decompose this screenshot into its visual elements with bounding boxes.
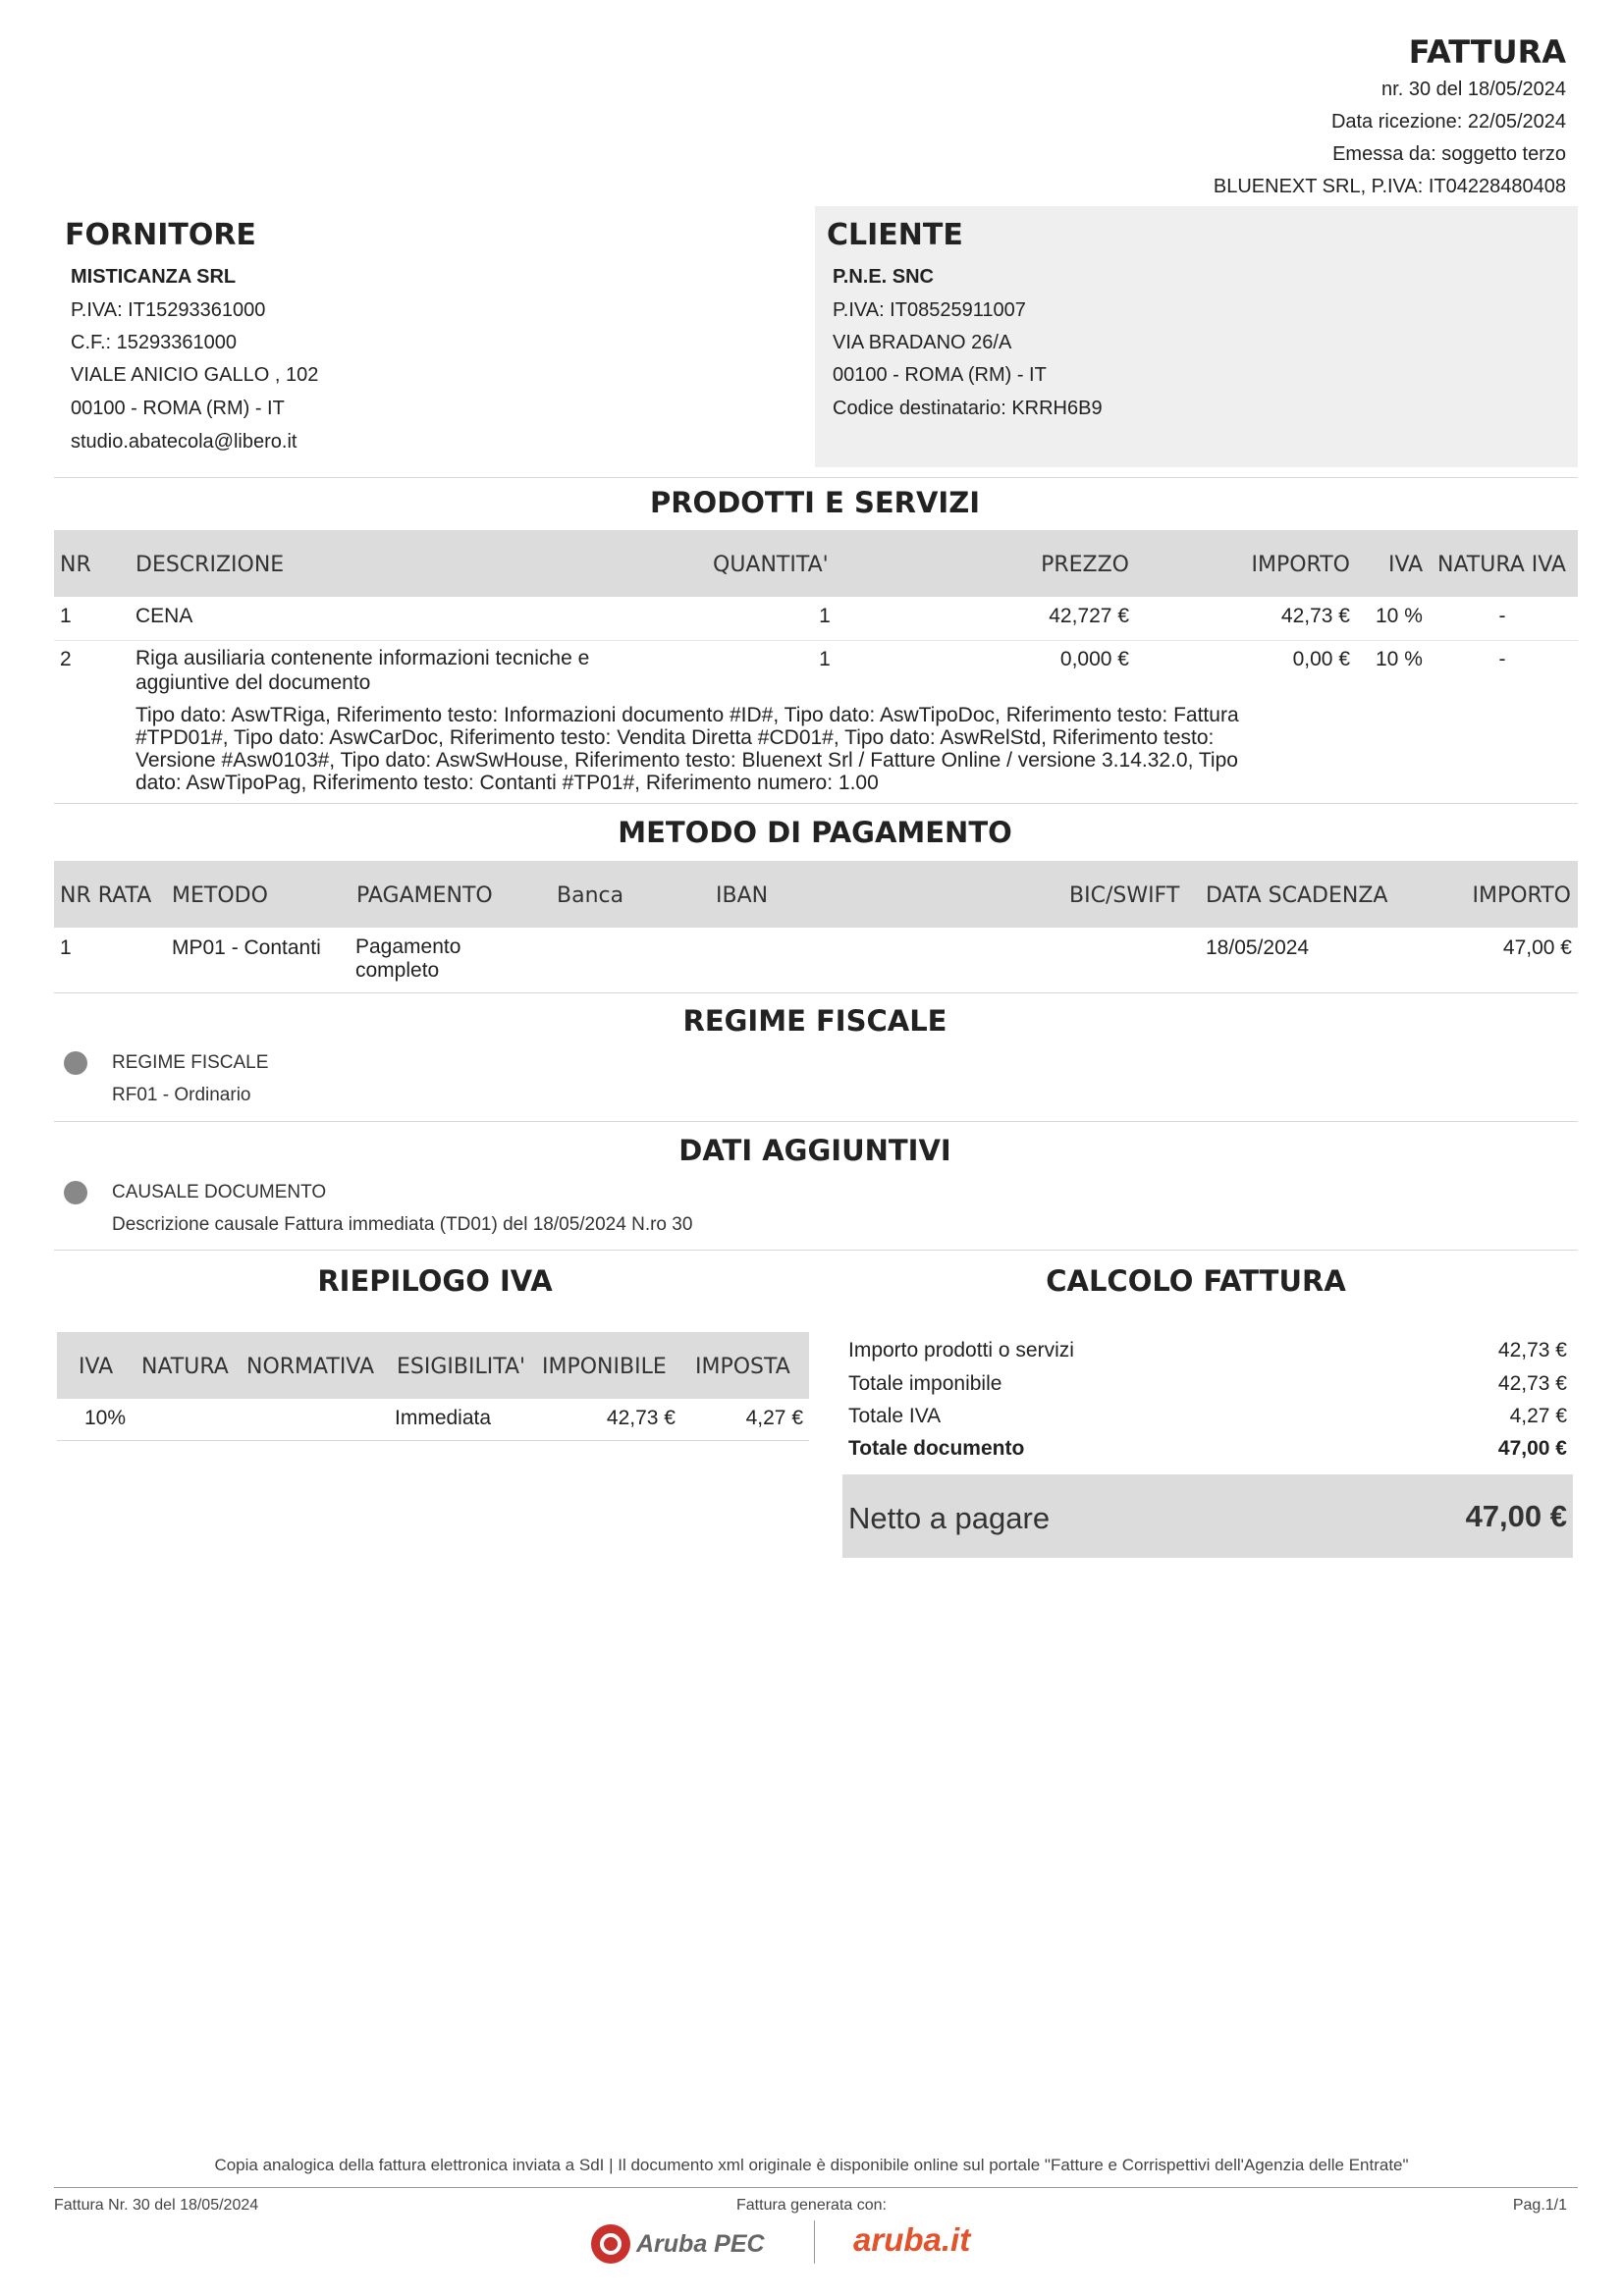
col-method: METODO	[172, 883, 268, 908]
payment-amount: 47,00 €	[1502, 936, 1572, 959]
cause-value: Descrizione causale Fattura immediata (TD01) del 18/05/2024 N.ro 30	[112, 1214, 693, 1235]
vat-tax: 4,27 €	[745, 1407, 803, 1429]
col-tax: IMPOSTA	[695, 1355, 790, 1379]
invoice-title: FATTURA	[1408, 33, 1566, 71]
payment-method: MP01 - Contanti	[172, 936, 321, 959]
divider	[54, 992, 1578, 993]
row2-detail-line2: #TPD01#, Tipo dato: AswCarDoc, Riferimento testo: Vendita Diretta #CD01#, Tipo dato: AswRelStd, Riferimento testo:	[135, 726, 1215, 749]
footer-page: Pag.1/1	[1512, 2197, 1567, 2214]
row2-quantity: 1	[819, 648, 831, 670]
supplier-cf: C.F.: 15293361000	[71, 332, 238, 353]
divider	[54, 477, 1578, 478]
client-city: 00100 - ROMA (RM) - IT	[833, 364, 1047, 386]
supplier-heading: FORNITORE	[65, 218, 256, 252]
supplier-city: 00100 - ROMA (RM) - IT	[71, 398, 285, 419]
bullet-icon	[64, 1051, 87, 1075]
calc-value-vat: 4,27 €	[1509, 1405, 1567, 1427]
footer-note: Copia analogica della fattura elettronica inviata a SdI | Il documento xml originale è disponibile online sul portale "Fatture e Corrispettivi dell'Agenzia delle Entrate"	[214, 2156, 1409, 2174]
divider	[54, 1250, 1578, 1251]
calc-label-vat: Totale IVA	[848, 1405, 942, 1427]
aruba-pec-logo: Aruba PEC	[636, 2230, 765, 2258]
products-heading: PRODOTTI E SERVIZI	[649, 486, 981, 519]
aruba-pec-logo-icon	[591, 2224, 630, 2264]
col-description: DESCRIZIONE	[135, 553, 285, 577]
col-nature: NATURA	[141, 1355, 229, 1379]
row1-description: CENA	[135, 605, 193, 627]
col-installment: NR RATA	[60, 883, 152, 908]
vat-summary-heading: RIEPILOGO IVA	[317, 1264, 553, 1298]
row2-price: 0,000 €	[1059, 648, 1129, 670]
row1-amount: 42,73 €	[1280, 605, 1350, 627]
calc-value-total: 47,00 €	[1497, 1437, 1567, 1460]
row2-detail-line1: Tipo dato: AswTRiga, Riferimento testo: Informazioni documento #ID#, Tipo dato: AswTipoDoc, Riferimento testo: Fattura	[135, 704, 1239, 726]
client-vat: P.IVA: IT08525911007	[833, 299, 1026, 321]
row2-description-line2: aggiuntive del documento	[135, 671, 371, 694]
col-vat: IVA	[1388, 553, 1424, 577]
col-quantity: QUANTITA'	[713, 553, 829, 577]
client-heading: CLIENTE	[827, 218, 963, 252]
divider	[54, 1121, 1578, 1122]
row1-nr: 1	[60, 605, 72, 627]
col-vat-rate: IVA	[79, 1355, 114, 1379]
row1-price: 42,727 €	[1049, 605, 1129, 627]
invoice-number: nr. 30 del 18/05/2024	[1381, 79, 1566, 100]
calc-value-taxable: 42,73 €	[1497, 1372, 1567, 1395]
row1-vat: 10 %	[1376, 605, 1423, 627]
row-divider	[57, 1440, 809, 1441]
payment-type-line1: Pagamento	[355, 935, 461, 958]
client-code: Codice destinatario: KRRH6B9	[833, 398, 1103, 419]
col-taxable: IMPONIBILE	[542, 1355, 667, 1379]
cause-label: CAUSALE DOCUMENTO	[112, 1182, 327, 1202]
col-amount: IMPORTO	[1251, 553, 1350, 577]
footer-rule	[54, 2187, 1578, 2188]
col-norm: NORMATIVA	[246, 1355, 375, 1379]
footer-invoice: Fattura Nr. 30 del 18/05/2024	[54, 2197, 259, 2214]
row2-detail-line3: Versione #Asw0103#, Tipo dato: AswSwHouse, Riferimento testo: Bluenext Srl / Fatture Online / versione 3.14.32.0, Tipo	[135, 749, 1238, 772]
col-payment-amount: IMPORTO	[1472, 883, 1571, 908]
net-value: 47,00 €	[1465, 1499, 1567, 1533]
calc-label-total: Totale documento	[848, 1437, 1025, 1460]
calc-value-products: 42,73 €	[1497, 1339, 1567, 1362]
regime-label: REGIME FISCALE	[112, 1052, 269, 1073]
payment-heading: METODO DI PAGAMENTO	[618, 816, 1012, 849]
row1-quantity: 1	[819, 605, 831, 627]
col-iban: IBAN	[716, 883, 769, 908]
col-exigibility: ESIGIBILITA'	[397, 1355, 526, 1379]
aruba-it-logo: aruba.it	[853, 2221, 971, 2258]
supplier-address: VIALE ANICIO GALLO , 102	[71, 364, 319, 386]
third-party: BLUENEXT SRL, P.IVA: IT04228480408	[1213, 176, 1566, 197]
client-address: VIA BRADANO 26/A	[833, 332, 1012, 353]
vat-rate: 10%	[84, 1407, 127, 1429]
calc-heading: CALCOLO FATTURA	[1046, 1264, 1346, 1298]
logo-divider	[814, 2220, 815, 2264]
client-name: P.N.E. SNC	[833, 266, 934, 288]
supplier-email: studio.abatecola@libero.it	[71, 431, 298, 453]
calc-label-taxable: Totale imponibile	[848, 1372, 1002, 1395]
payment-nr: 1	[60, 936, 72, 959]
col-price: PREZZO	[1041, 553, 1129, 577]
vat-taxable: 42,73 €	[606, 1407, 676, 1429]
col-nr: NR	[60, 553, 91, 577]
row2-vat: 10 %	[1376, 648, 1423, 670]
row2-detail-line4: dato: AswTipoPag, Riferimento testo: Contanti #TP01#, Riferimento numero: 1.00	[135, 772, 879, 794]
col-bank: Banca	[557, 883, 624, 908]
additional-heading: DATI AGGIUNTIVI	[678, 1134, 951, 1167]
row-divider	[54, 640, 1578, 641]
vat-exigibility: Immediata	[395, 1407, 492, 1429]
net-label: Netto a pagare	[848, 1501, 1051, 1535]
supplier-vat: P.IVA: IT15293361000	[71, 299, 266, 321]
payment-type-line2: completo	[355, 959, 440, 982]
calc-label-products: Importo prodotti o servizi	[848, 1339, 1074, 1362]
received-date: Data ricezione: 22/05/2024	[1330, 111, 1566, 133]
col-due-date: DATA SCADENZA	[1206, 883, 1388, 908]
row1-vat-nature: -	[1498, 605, 1506, 627]
issued-by: Emessa da: soggetto terzo	[1332, 143, 1566, 165]
bullet-icon	[64, 1181, 87, 1204]
col-bic: BIC/SWIFT	[1069, 883, 1180, 908]
footer-generated: Fattura generata con:	[736, 2197, 887, 2214]
col-payment: PAGAMENTO	[356, 883, 493, 908]
supplier-name: MISTICANZA SRL	[71, 266, 237, 288]
regime-value: RF01 - Ordinario	[112, 1085, 251, 1105]
divider	[54, 803, 1578, 804]
row2-amount: 0,00 €	[1292, 648, 1350, 670]
payment-due-date: 18/05/2024	[1206, 936, 1310, 959]
row2-vat-nature: -	[1498, 648, 1506, 670]
col-vat-nature: NATURA IVA	[1437, 553, 1566, 577]
regime-heading: REGIME FISCALE	[682, 1004, 947, 1038]
row2-description-line1: Riga ausiliaria contenente informazioni tecniche e	[135, 647, 590, 669]
row2-nr: 2	[60, 648, 72, 670]
